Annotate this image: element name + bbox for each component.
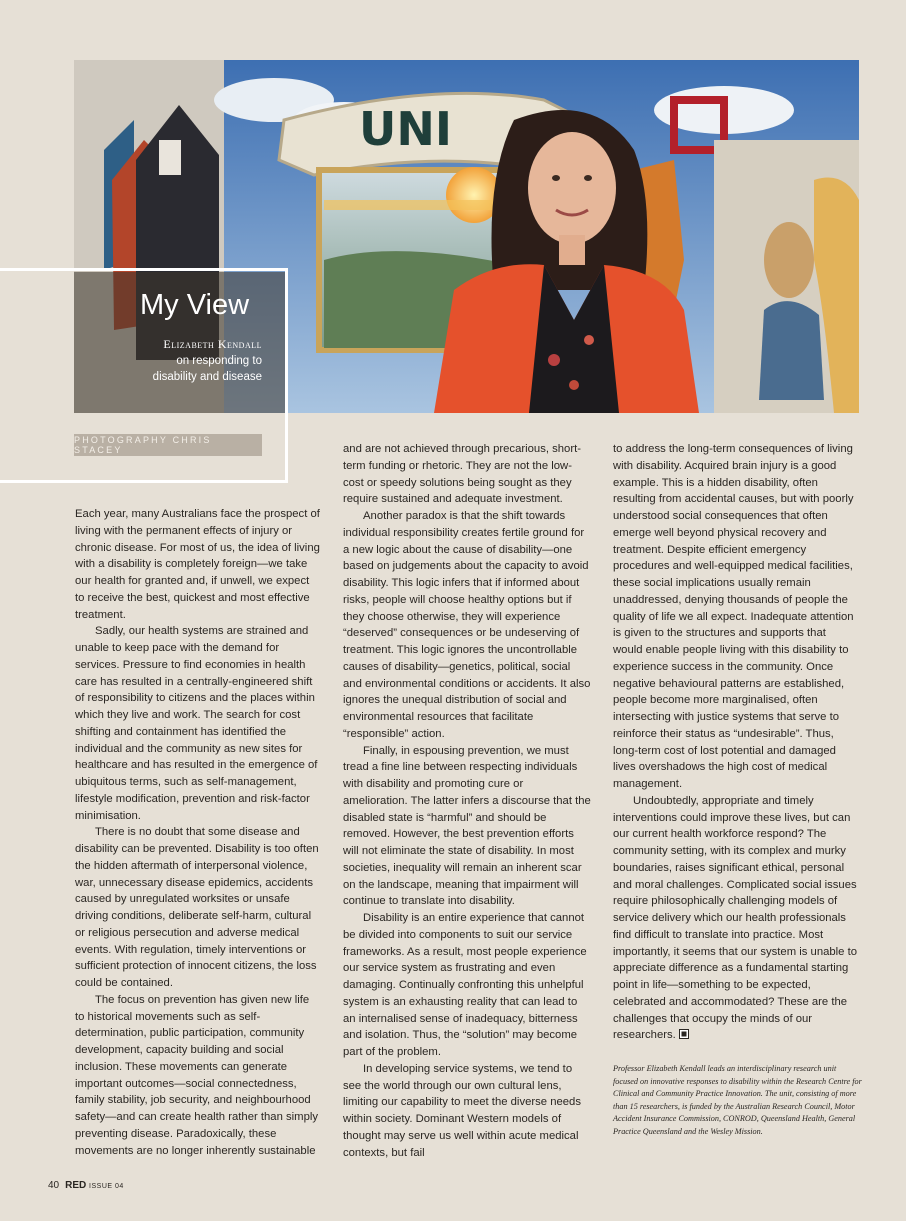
mural-text: UNI	[359, 102, 452, 156]
article-column-1	[75, 506, 321, 1159]
paragraph: Finally, in espousing prevention, we must tread a fine line between respecting individuals with disability and promoting cure or amelioration. The latter infers a discourse that the disabled state is “harmful” and should be removed. However, the best prevention efforts will not eliminate the state of disability. In most societies, inequality will remain an inherent scar on the landscape, meaning that impairment will continue to translate into disability.	[343, 744, 591, 908]
paragraph: The focus on prevention has given new life to historical movements such as self-determination, public participation, community development, capacity building and social inclusion. These movements can generate important outcomes—social connectedness, family stability, job security, and neighbourhood safety—and can create health rather than simply preventing disease. Paradoxically, these movements are no longer inherently sustainable	[75, 993, 319, 1157]
author-name: Elizabeth Kendall	[163, 337, 262, 351]
author-bio: Professor Elizabeth Kendall leads an interdisciplinary research unit focused on innovative responses to disability within the Research Centre for Clinical and Community Practice Innovation. The unit, consisting of more than 15 researchers, is funded by the Australian Research Council, Motor Accident Insurance Commission, CONROD, Queensland Health, General Practice Queensland and the Wesley Mission.	[613, 1064, 862, 1136]
end-mark-icon	[679, 1029, 689, 1039]
paragraph: to address the long-term consequences of living with disability. Acquired brain injury is a good example. This is a hidden disability, often resulting from accidental causes, but with poorly understood social consequences that often emerge well beyond physical recovery and treatment. Despite efficient emergency procedures and well-equipped medical facilities, these social implications usually remain unaddressed, denying thousands of people the quality of life we all expect. Inadequate attention is given to the structures and supports that would enable people living with this disability to experience success in the community. Once negative behavioural patterns are established, people become more marginalised, often intersecting with justice systems that serve to reinforce their status as “undesirable”. Thus, long-term cost of lost potential and damaged lives overshadows the high cost of medical management.	[613, 443, 854, 790]
paragraph-last	[613, 793, 858, 1044]
magazine-name: RED	[65, 1180, 87, 1191]
article-column-2	[343, 441, 591, 1161]
page-footer	[48, 1180, 124, 1191]
paragraph: There is no doubt that some disease and disability can be prevented. Disability is too often the hidden aftermath of interpersonal violence, war, unnecessary disease epidemics, accidents caused by unregulated worksites or unsafe driving conditions, deliberate self-harm, cultural or religious persecution and adverse medical events. With regulation, timely interventions or sufficient protection of innocent citizens, the loss could be contained.	[75, 826, 319, 989]
paragraph: Disability is an entire experience that cannot be divided into components to suit our service frameworks. As a result, most people experience our service system as frustrating and even damaging. Continually confronting this unhelpful system is an exhausting reality that can lead to an internalised sense of inadequacy, bitterness and isolation. Thus, the “solution” may become part of the problem.	[343, 912, 587, 1058]
subtitle-line-1: on responding to	[176, 355, 262, 367]
paragraph: Another paradox is that the shift towards individual responsibility creates fertile ground for a new logic about the cause of disability—one based on judgements about the capacity to avoid disability. This logic infers that if informed about risks, people will choose healthy options but if they choose otherwise, they will experience “deserved” consequences or be undeserving of treatment. This logic ignores the uncontrollable causes of disability—genetics, political, social and environmental conditions or accidents. It also ignores the unequal distribution of social and environmental resources that facilitate “responsible” action.	[343, 510, 591, 740]
article-subtitle	[82, 353, 262, 385]
paragraph: Sadly, our health systems are strained and unable to keep pace with the demand for services. Pressure to find economies in health care has resulted in a centrally-engineered shift of responsibility to citizens and the places within which they live and work. The search for cost shifting and containment has identified the individual and the community as new sites for healthcare and has resulted in the emergence of ubiquitous terms, such as self-management, lifestyle modification, prevention and risk-factor minimisation.	[75, 625, 318, 822]
photo-credit: PHOTOGRAPHY CHRIS STACEY	[74, 434, 262, 456]
article-column-3	[613, 441, 858, 1044]
paragraph: In developing service systems, we tend to see the world through our own cultural lens, limiting our capability to meet the diverse needs within society. Dominant Western models of thought may serve us well within acute medical contexts, but fail	[343, 1062, 581, 1159]
paragraph: Each year, many Australians face the prospect of living with the permanent effects of injury or chronic disease. For most of us, the idea of living with a disability is completely foreign—we take our health for granted and, if unwell, we expect to receive the best, quickest and most effective treatment.	[75, 508, 320, 621]
paragraph-text: Undoubtedly, appropriate and timely interventions could improve these lives, but can our current health workforce respond? The community setting, with its complex and murky boundaries, raises significant ethical, personal and moral challenges. Complicated social issues require philosophically challenging models of service delivery which our health professionals find difficult to translate into practice. Most importantly, it seems that our system is unable to appreciate difference as a fundamental starting point in life—something to be expected, celebrated and accommodated? These are the challenges that occupy the minds of our researchers.	[613, 794, 858, 1042]
subtitle-line-2: disability and disease	[152, 371, 262, 383]
issue-label: ISSUE 04	[89, 1183, 124, 1190]
page-number: 40	[48, 1180, 60, 1191]
page-title: My View	[140, 289, 250, 321]
paragraph: and are not achieved through precarious, short-term funding or rhetoric. They are not the low-cost or speedy solutions being sought as they require sustained and adequate investment.	[343, 443, 582, 506]
